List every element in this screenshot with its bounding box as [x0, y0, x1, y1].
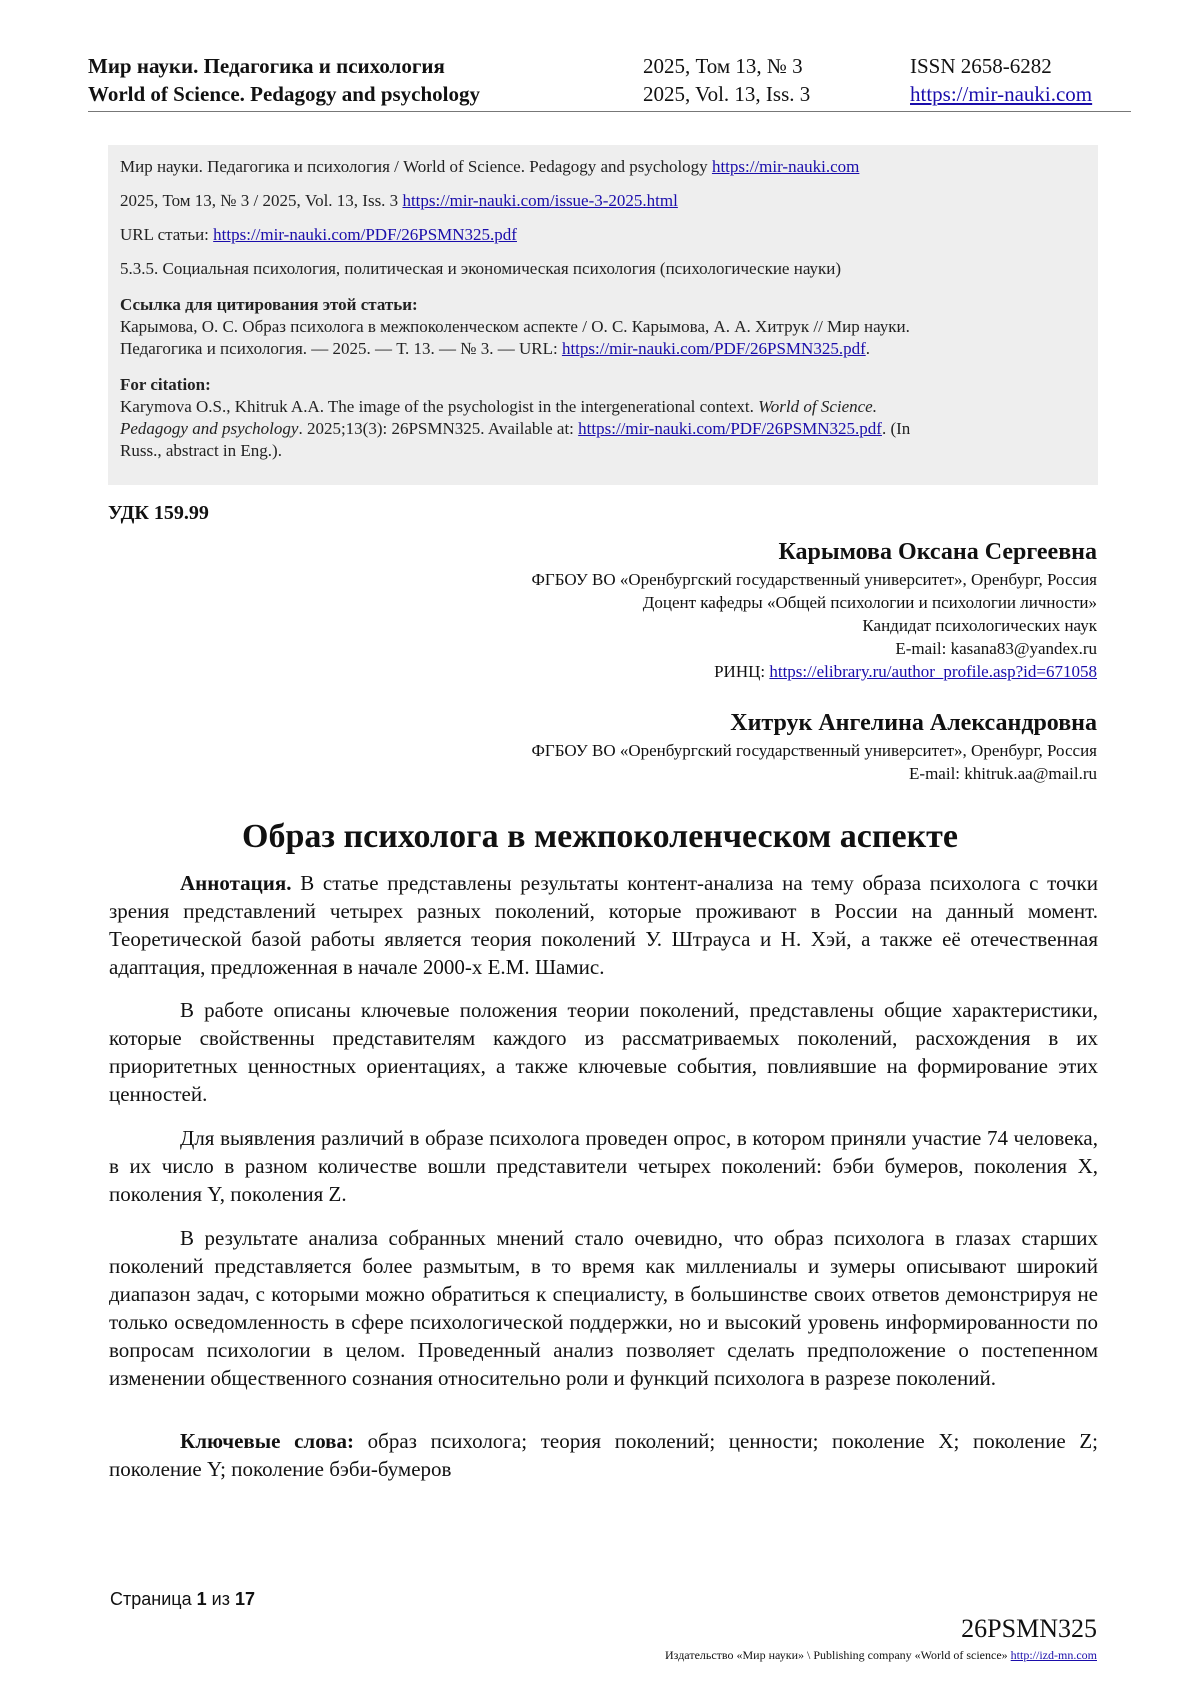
specialty-line: 5.3.5. Социальная психология, политическая и экономическая психология (психологические науки) [120, 259, 842, 278]
cite-en-journal-part1: World of Science. [758, 397, 877, 416]
author-2-name: Хитрук Ангелина Александровна [730, 710, 1097, 736]
issn: ISSN 2658-6282 [910, 54, 1052, 78]
publisher-link[interactable]: http://izd-mn.com [1010, 1648, 1097, 1662]
article-url-link[interactable]: https://mir-nauki.com/PDF/26PSMN325.pdf [213, 225, 517, 244]
cite-en-line2 [120, 418, 1084, 440]
journal-title-en: World of Science. Pedagogy and psychology [88, 82, 481, 106]
author-2-block [531, 707, 1097, 785]
udk-code: УДК 159.99 [108, 502, 209, 524]
cite-en-line2-end: . (In [881, 419, 911, 438]
issue-line-text: 2025, Том 13, № 3 / 2025, Vol. 13, Iss. 3 [120, 191, 399, 210]
cite-en-line3: Russ., abstract in Eng.). [120, 441, 282, 460]
cite-ru-line2 [120, 338, 1084, 360]
publisher-line [665, 1648, 1097, 1663]
author-2-org: ФГБОУ ВО «Оренбургский государственный университет», Оренбург, Россия [531, 741, 1097, 760]
abstract-p1-text: В статье представлены результаты контент-анализа на тему образа психолога с точки зрения представлений четырех разных поколений, которые проживают в России на данный момент. Теоретической базой работы является теория поколений У. Штрауса и Н. Хэй, а также её отечественная адаптация, предложенная в начале 2000-х Е.М. Шамис. [109, 871, 1099, 979]
issue-ru: 2025, Том 13, № 3 [643, 54, 803, 78]
page-of: из [211, 1589, 230, 1609]
cite-ru-line2-text: Педагогика и психология. — 2025. — Т. 13. — № 3. — URL: [120, 339, 558, 358]
issue-en: 2025, Vol. 13, Iss. 3 [643, 82, 811, 106]
cite-en-heading: For citation: [120, 375, 211, 394]
page-word: Страница [110, 1589, 192, 1609]
journal-line-link[interactable]: https://mir-nauki.com [711, 157, 860, 176]
abstract-paragraph-2 [109, 996, 1098, 1108]
abstract-paragraph-3 [109, 1124, 1098, 1208]
keywords-label: Ключевые слова: [180, 1429, 355, 1453]
page-total: 17 [234, 1589, 255, 1609]
citation-info-box [108, 145, 1098, 485]
article-code: 26PSMN325 [961, 1614, 1097, 1643]
article-title: Образ психолога в межпоколенческом аспекте [242, 818, 958, 855]
issn-block [910, 52, 1092, 108]
author-2-email: E-mail: khitruk.aa@mail.ru [909, 764, 1097, 783]
publisher-text: Издательство «Мир науки» \ Publishing company «World of science» [665, 1648, 1008, 1662]
journal-header [88, 52, 1118, 112]
abstract-paragraph-1 [109, 869, 1098, 981]
abstract-p4-text: В результате анализа собранных мнений стало очевидно, что образ психолога в глазах старших поколений представляется более размытым, в то время как миллениалы и зумеры описывают широкий диапазон задач, с которыми можно обратиться к специалисту, в большинстве своих ответов демонстрируя не только осведомленность в сфере психологической поддержки, но и высокий уровень информированности по вопросам психологии в целом. Проведенный анализ позволяет сделать предположение о постепенном изменении общественного сознания относительно роли и функций психолога в разрезе поколений. [109, 1226, 1098, 1390]
issue-line-link[interactable]: https://mir-nauki.com/issue-3-2025.html [402, 191, 678, 210]
author-1-rinc [531, 660, 1097, 683]
author-1-rinc-label: РИНЦ: [714, 662, 766, 681]
page-number [110, 1589, 255, 1610]
cite-en-line1-text: Karymova O.S., Khitruk A.A. The image of the psychologist in the intergenerational context. [120, 397, 754, 416]
issue-line [120, 190, 1084, 212]
keywords-text: образ психолога; теория поколений; ценности; поколение X; поколение Z; поколение Y; поколение бэби-бумеров [109, 1429, 1099, 1481]
cite-ru-end: . [865, 339, 870, 358]
cite-en-link[interactable]: https://mir-nauki.com/PDF/26PSMN325.pdf [578, 419, 882, 438]
abstract-paragraph-4 [109, 1224, 1098, 1392]
header-divider [88, 111, 1131, 112]
journal-line-text: Мир науки. Педагогика и психология / World of Science. Pedagogy and psychology [120, 157, 708, 176]
cite-ru-heading: Ссылка для цитирования этой статьи: [120, 295, 418, 314]
cite-en-line1 [120, 396, 1084, 418]
keywords-paragraph [109, 1427, 1098, 1483]
author-1-email: E-mail: kasana83@yandex.ru [895, 639, 1097, 658]
cite-ru-link[interactable]: https://mir-nauki.com/PDF/26PSMN325.pdf [561, 339, 866, 358]
issue-info [643, 52, 810, 108]
author-1-block [531, 536, 1097, 683]
abstract-p3-text: Для выявления различий в образе психолога проведен опрос, в котором приняли участие 74 человека, в их число в разном количестве вошли представители четырех поколений: бэби бумеров, поколения X, поколения Y, поколения Z. [109, 1126, 1098, 1206]
cite-en-journal-part2: Pedagogy and psychology [120, 419, 299, 438]
journal-title-ru: Мир науки. Педагогика и психология [88, 54, 445, 78]
author-1-org: ФГБОУ ВО «Оренбургский государственный университет», Оренбург, Россия [531, 570, 1097, 589]
page-current: 1 [196, 1589, 207, 1609]
author-1-rinc-link[interactable]: https://elibrary.ru/author_profile.asp?id=671058 [769, 662, 1097, 681]
abstract-label: Аннотация. [180, 871, 292, 895]
author-1-degree: Кандидат психологических наук [862, 616, 1097, 635]
author-1-name: Карымова Оксана Сергеевна [778, 539, 1097, 565]
journal-site-link[interactable]: https://mir-nauki.com [910, 82, 1093, 106]
article-url-label: URL статьи: [120, 225, 209, 244]
cite-ru-line1: Карымова, О. С. Образ психолога в межпоколенческом аспекте / О. С. Карымова, А. А. Хитрук // Мир науки. [120, 317, 910, 336]
author-1-position: Доцент кафедры «Общей психологии и психологии личности» [642, 593, 1097, 612]
cite-en-line2-text: . 2025;13(3): 26PSMN325. Available at: [298, 419, 574, 438]
journal-line [120, 156, 1084, 178]
abstract-p2-text: В работе описаны ключевые положения теории поколений, представлены общие характеристики, которые свойственны представителям каждого из рассматриваемых поколений, расхождения в их приоритетных ценностных ориентациях, а также ключевые события, повлиявшие на формирование этих ценностей. [109, 998, 1098, 1106]
journal-title [88, 52, 480, 108]
article-url-line [120, 224, 1084, 246]
